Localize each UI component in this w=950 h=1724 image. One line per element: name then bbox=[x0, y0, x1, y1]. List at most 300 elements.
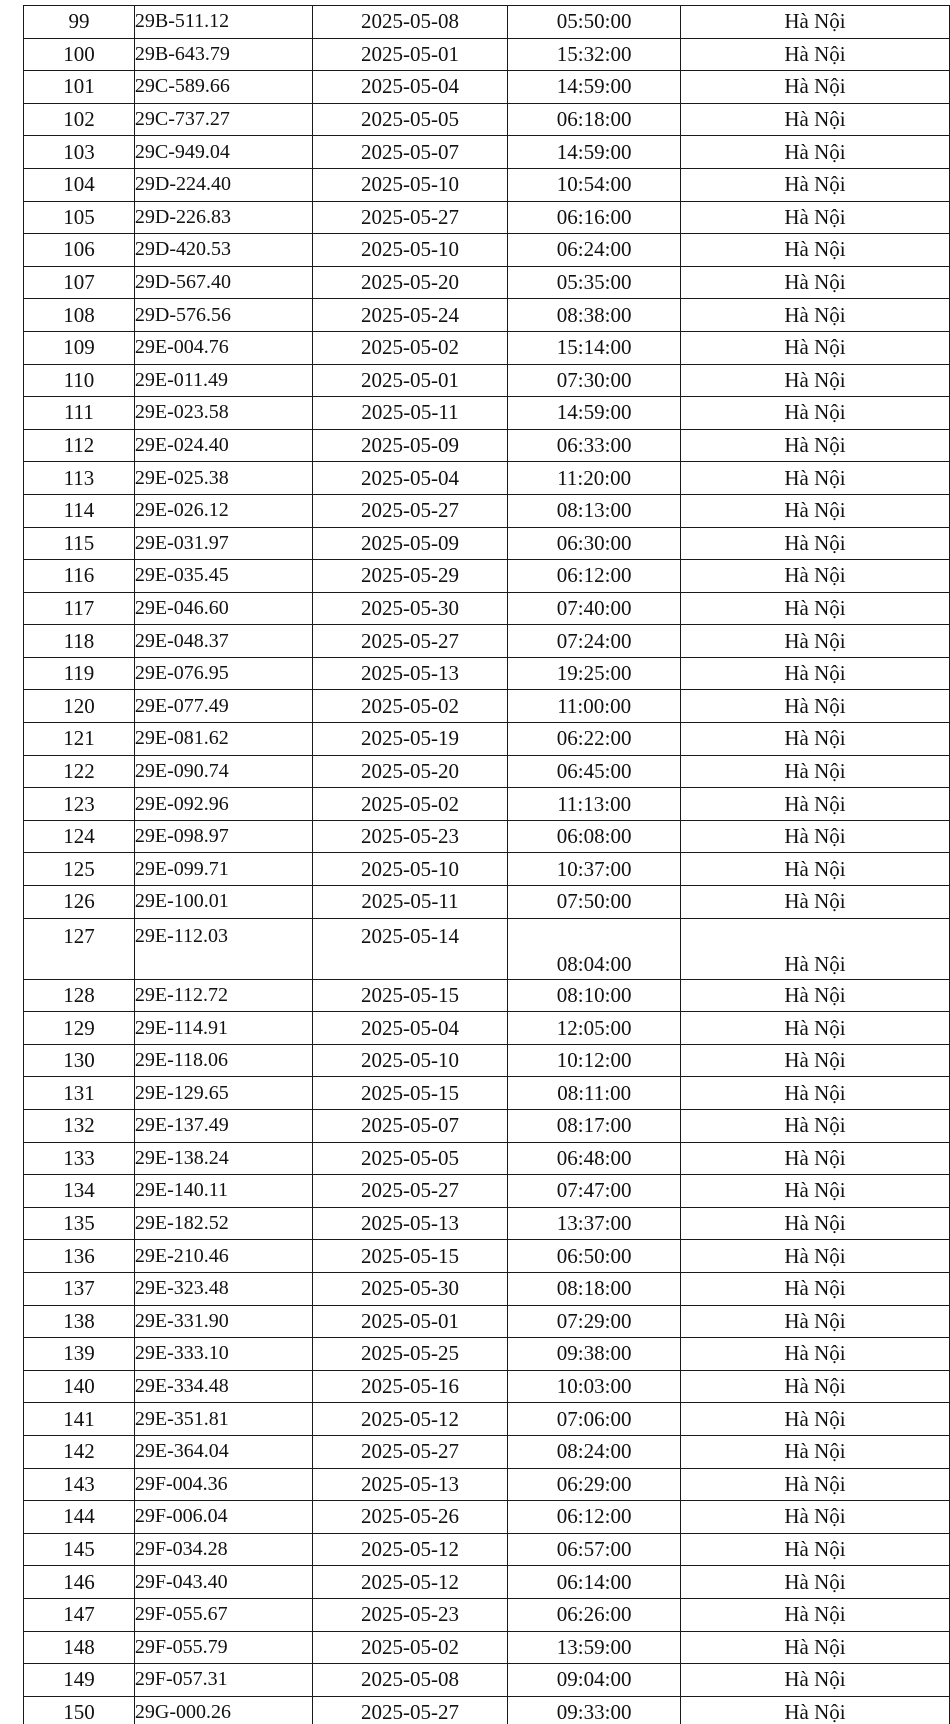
violation-time-cell: 06:30:00 bbox=[508, 527, 681, 560]
violation-date-cell: 2025-05-04 bbox=[312, 1012, 508, 1045]
table-row bbox=[24, 625, 950, 658]
violation-time-cell: 07:24:00 bbox=[508, 625, 681, 658]
table-row bbox=[24, 462, 950, 495]
location-cell: Hà Nội bbox=[680, 103, 949, 136]
violation-time-cell: 09:33:00 bbox=[508, 1696, 681, 1724]
location-cell: Hà Nội bbox=[680, 1012, 949, 1045]
violation-date-cell: 2025-05-14 bbox=[312, 918, 508, 979]
violation-date-cell: 2025-05-02 bbox=[312, 690, 508, 723]
license-plate-cell: 29E-129.65 bbox=[134, 1077, 312, 1110]
table-row bbox=[24, 560, 950, 593]
license-plate-cell: 29E-011.49 bbox=[134, 364, 312, 397]
table-row bbox=[24, 1077, 950, 1110]
table-row bbox=[24, 494, 950, 527]
violation-time-cell: 11:00:00 bbox=[508, 690, 681, 723]
violation-time-cell: 06:14:00 bbox=[508, 1566, 681, 1599]
row-number-cell: 142 bbox=[24, 1435, 135, 1468]
violation-date-cell: 2025-05-01 bbox=[312, 364, 508, 397]
row-number-cell: 124 bbox=[24, 820, 135, 853]
row-number-cell: 128 bbox=[24, 979, 135, 1012]
violation-time-cell: 15:14:00 bbox=[508, 331, 681, 364]
license-plate-cell: 29D-420.53 bbox=[134, 234, 312, 267]
violation-date-cell: 2025-05-26 bbox=[312, 1501, 508, 1534]
table-row bbox=[24, 1142, 950, 1175]
location-cell: Hà Nội bbox=[680, 331, 949, 364]
location-cell: Hà Nội bbox=[680, 1240, 949, 1273]
license-plate-cell: 29F-034.28 bbox=[134, 1533, 312, 1566]
license-plate-cell: 29D-226.83 bbox=[134, 201, 312, 234]
violation-date-cell: 2025-05-30 bbox=[312, 1272, 508, 1305]
violation-date-cell: 2025-05-01 bbox=[312, 38, 508, 71]
violation-time-cell: 07:06:00 bbox=[508, 1403, 681, 1436]
violation-time-cell: 06:12:00 bbox=[508, 560, 681, 593]
location-cell: Hà Nội bbox=[680, 266, 949, 299]
row-number-cell: 107 bbox=[24, 266, 135, 299]
violation-date-cell: 2025-05-04 bbox=[312, 71, 508, 104]
violation-date-cell: 2025-05-20 bbox=[312, 266, 508, 299]
location-cell: Hà Nội bbox=[680, 397, 949, 430]
violation-date-cell: 2025-05-13 bbox=[312, 657, 508, 690]
location-cell: Hà Nội bbox=[680, 592, 949, 625]
table-row bbox=[24, 690, 950, 723]
violation-date-cell: 2025-05-12 bbox=[312, 1533, 508, 1566]
license-plate-cell: 29E-026.12 bbox=[134, 494, 312, 527]
violation-date-cell: 2025-05-11 bbox=[312, 886, 508, 919]
row-number-cell: 100 bbox=[24, 38, 135, 71]
table-row bbox=[24, 397, 950, 430]
violation-time-cell: 06:16:00 bbox=[508, 201, 681, 234]
license-plate-cell: 29E-090.74 bbox=[134, 755, 312, 788]
table-row bbox=[24, 886, 950, 919]
license-plate-cell: 29E-351.81 bbox=[134, 1403, 312, 1436]
violation-time-cell: 08:38:00 bbox=[508, 299, 681, 332]
location-cell: Hà Nội bbox=[680, 1598, 949, 1631]
license-plate-cell: 29E-210.46 bbox=[134, 1240, 312, 1273]
violation-date-cell: 2025-05-27 bbox=[312, 1175, 508, 1208]
violation-date-cell: 2025-05-27 bbox=[312, 201, 508, 234]
row-number-cell: 118 bbox=[24, 625, 135, 658]
table-row bbox=[24, 1305, 950, 1338]
license-plate-cell: 29D-576.56 bbox=[134, 299, 312, 332]
license-plate-cell: 29B-511.12 bbox=[134, 6, 312, 39]
violation-date-cell: 2025-05-23 bbox=[312, 1598, 508, 1631]
license-plate-cell: 29F-006.04 bbox=[134, 1501, 312, 1534]
violation-time-cell: 06:24:00 bbox=[508, 234, 681, 267]
row-number-cell: 109 bbox=[24, 331, 135, 364]
location-cell: Hà Nội bbox=[680, 755, 949, 788]
violation-date-cell: 2025-05-02 bbox=[312, 788, 508, 821]
location-cell: Hà Nội bbox=[680, 71, 949, 104]
location-cell: Hà Nội bbox=[680, 918, 949, 979]
table-row bbox=[24, 168, 950, 201]
license-plate-cell: 29E-081.62 bbox=[134, 723, 312, 756]
location-cell: Hà Nội bbox=[680, 1207, 949, 1240]
violation-date-cell: 2025-05-29 bbox=[312, 560, 508, 593]
location-cell: Hà Nội bbox=[680, 38, 949, 71]
violation-date-cell: 2025-05-24 bbox=[312, 299, 508, 332]
row-number-cell: 134 bbox=[24, 1175, 135, 1208]
row-number-cell: 116 bbox=[24, 560, 135, 593]
violation-time-cell: 10:03:00 bbox=[508, 1370, 681, 1403]
location-cell: Hà Nội bbox=[680, 1110, 949, 1143]
location-cell: Hà Nội bbox=[680, 853, 949, 886]
row-number-cell: 125 bbox=[24, 853, 135, 886]
location-cell: Hà Nội bbox=[680, 788, 949, 821]
table-row bbox=[24, 429, 950, 462]
license-plate-cell: 29E-023.58 bbox=[134, 397, 312, 430]
row-number-cell: 104 bbox=[24, 168, 135, 201]
violation-date-cell: 2025-05-10 bbox=[312, 234, 508, 267]
violation-time-cell: 14:59:00 bbox=[508, 397, 681, 430]
violation-time-cell: 07:30:00 bbox=[508, 364, 681, 397]
location-cell: Hà Nội bbox=[680, 690, 949, 723]
table-row bbox=[24, 299, 950, 332]
row-number-cell: 123 bbox=[24, 788, 135, 821]
location-cell: Hà Nội bbox=[680, 1566, 949, 1599]
violation-time-cell: 07:29:00 bbox=[508, 1305, 681, 1338]
location-cell: Hà Nội bbox=[680, 886, 949, 919]
table-row bbox=[24, 1533, 950, 1566]
table-row bbox=[24, 1110, 950, 1143]
row-number-cell: 136 bbox=[24, 1240, 135, 1273]
row-number-cell: 143 bbox=[24, 1468, 135, 1501]
violation-date-cell: 2025-05-10 bbox=[312, 853, 508, 886]
violation-date-cell: 2025-05-27 bbox=[312, 1696, 508, 1724]
violation-date-cell: 2025-05-12 bbox=[312, 1403, 508, 1436]
license-plate-cell: 29C-737.27 bbox=[134, 103, 312, 136]
table-row bbox=[24, 331, 950, 364]
location-cell: Hà Nội bbox=[680, 1370, 949, 1403]
row-number-cell: 126 bbox=[24, 886, 135, 919]
location-cell: Hà Nội bbox=[680, 168, 949, 201]
location-cell: Hà Nội bbox=[680, 136, 949, 169]
license-plate-cell: 29E-331.90 bbox=[134, 1305, 312, 1338]
table-row bbox=[24, 657, 950, 690]
row-number-cell: 102 bbox=[24, 103, 135, 136]
table-row bbox=[24, 853, 950, 886]
license-plate-cell: 29F-055.79 bbox=[134, 1631, 312, 1664]
row-number-cell: 144 bbox=[24, 1501, 135, 1534]
violation-date-cell: 2025-05-01 bbox=[312, 1305, 508, 1338]
row-number-cell: 146 bbox=[24, 1566, 135, 1599]
license-plate-cell: 29E-035.45 bbox=[134, 560, 312, 593]
violation-date-cell: 2025-05-16 bbox=[312, 1370, 508, 1403]
violation-date-cell: 2025-05-08 bbox=[312, 6, 508, 39]
location-cell: Hà Nội bbox=[680, 234, 949, 267]
license-plate-cell: 29E-076.95 bbox=[134, 657, 312, 690]
violation-date-cell: 2025-05-11 bbox=[312, 397, 508, 430]
row-number-cell: 121 bbox=[24, 723, 135, 756]
location-cell: Hà Nội bbox=[680, 1435, 949, 1468]
location-cell: Hà Nội bbox=[680, 657, 949, 690]
license-plate-cell: 29D-224.40 bbox=[134, 168, 312, 201]
row-number-cell: 135 bbox=[24, 1207, 135, 1240]
violation-date-cell: 2025-05-13 bbox=[312, 1207, 508, 1240]
violation-date-cell: 2025-05-07 bbox=[312, 136, 508, 169]
violation-time-cell: 06:18:00 bbox=[508, 103, 681, 136]
location-cell: Hà Nội bbox=[680, 625, 949, 658]
violation-date-cell: 2025-05-05 bbox=[312, 103, 508, 136]
violation-date-cell: 2025-05-09 bbox=[312, 429, 508, 462]
violation-time-cell: 05:35:00 bbox=[508, 266, 681, 299]
row-number-cell: 105 bbox=[24, 201, 135, 234]
location-cell: Hà Nội bbox=[680, 1501, 949, 1534]
table-row bbox=[24, 1175, 950, 1208]
table-row bbox=[24, 1501, 950, 1534]
location-cell: Hà Nội bbox=[680, 364, 949, 397]
table-row bbox=[24, 1012, 950, 1045]
row-number-cell: 110 bbox=[24, 364, 135, 397]
violation-time-cell: 06:12:00 bbox=[508, 1501, 681, 1534]
table-row bbox=[24, 723, 950, 756]
license-plate-cell: 29E-024.40 bbox=[134, 429, 312, 462]
row-number-cell: 114 bbox=[24, 494, 135, 527]
violation-time-cell: 06:33:00 bbox=[508, 429, 681, 462]
license-plate-cell: 29E-025.38 bbox=[134, 462, 312, 495]
license-plate-cell: 29F-004.36 bbox=[134, 1468, 312, 1501]
violation-date-cell: 2025-05-10 bbox=[312, 1044, 508, 1077]
row-number-cell: 137 bbox=[24, 1272, 135, 1305]
license-plate-cell: 29D-567.40 bbox=[134, 266, 312, 299]
violation-date-cell: 2025-05-20 bbox=[312, 755, 508, 788]
license-plate-cell: 29E-140.11 bbox=[134, 1175, 312, 1208]
location-cell: Hà Nội bbox=[680, 1403, 949, 1436]
violation-time-cell: 10:54:00 bbox=[508, 168, 681, 201]
table-row bbox=[24, 1370, 950, 1403]
table-row bbox=[24, 755, 950, 788]
table-row bbox=[24, 1044, 950, 1077]
location-cell: Hà Nội bbox=[680, 429, 949, 462]
table-row bbox=[24, 266, 950, 299]
license-plate-cell: 29C-949.04 bbox=[134, 136, 312, 169]
location-cell: Hà Nội bbox=[680, 462, 949, 495]
violation-time-cell: 08:17:00 bbox=[508, 1110, 681, 1143]
table-row bbox=[24, 234, 950, 267]
table-row bbox=[24, 788, 950, 821]
license-plate-cell: 29E-364.04 bbox=[134, 1435, 312, 1468]
table-row bbox=[24, 364, 950, 397]
location-cell: Hà Nội bbox=[680, 299, 949, 332]
location-cell: Hà Nội bbox=[680, 1664, 949, 1697]
license-plate-cell: 29E-138.24 bbox=[134, 1142, 312, 1175]
violation-time-cell: 06:26:00 bbox=[508, 1598, 681, 1631]
location-cell: Hà Nội bbox=[680, 1468, 949, 1501]
license-plate-cell: 29E-112.72 bbox=[134, 979, 312, 1012]
table-row bbox=[24, 1338, 950, 1371]
row-number-cell: 140 bbox=[24, 1370, 135, 1403]
violation-time-cell: 09:38:00 bbox=[508, 1338, 681, 1371]
row-number-cell: 108 bbox=[24, 299, 135, 332]
row-number-cell: 115 bbox=[24, 527, 135, 560]
row-number-cell: 132 bbox=[24, 1110, 135, 1143]
violation-time-cell: 13:59:00 bbox=[508, 1631, 681, 1664]
violation-date-cell: 2025-05-05 bbox=[312, 1142, 508, 1175]
violation-date-cell: 2025-05-08 bbox=[312, 1664, 508, 1697]
row-number-cell: 141 bbox=[24, 1403, 135, 1436]
violation-date-cell: 2025-05-15 bbox=[312, 979, 508, 1012]
violation-date-cell: 2025-05-23 bbox=[312, 820, 508, 853]
license-plate-cell: 29E-092.96 bbox=[134, 788, 312, 821]
table-row bbox=[24, 918, 950, 979]
row-number-cell: 101 bbox=[24, 71, 135, 104]
location-cell: Hà Nội bbox=[680, 1631, 949, 1664]
table-row bbox=[24, 1435, 950, 1468]
table-row bbox=[24, 103, 950, 136]
violation-time-cell: 11:20:00 bbox=[508, 462, 681, 495]
violation-date-cell: 2025-05-07 bbox=[312, 1110, 508, 1143]
license-plate-cell: 29E-004.76 bbox=[134, 331, 312, 364]
location-cell: Hà Nội bbox=[680, 1175, 949, 1208]
location-cell: Hà Nội bbox=[680, 820, 949, 853]
violation-date-cell: 2025-05-27 bbox=[312, 625, 508, 658]
violation-time-cell: 15:32:00 bbox=[508, 38, 681, 71]
location-cell: Hà Nội bbox=[680, 1305, 949, 1338]
license-plate-cell: 29E-100.01 bbox=[134, 886, 312, 919]
table-row bbox=[24, 527, 950, 560]
violation-date-cell: 2025-05-09 bbox=[312, 527, 508, 560]
row-number-cell: 129 bbox=[24, 1012, 135, 1045]
table-row bbox=[24, 201, 950, 234]
row-number-cell: 117 bbox=[24, 592, 135, 625]
license-plate-cell: 29E-112.03 bbox=[134, 918, 312, 979]
table-row bbox=[24, 979, 950, 1012]
license-plate-cell: 29E-099.71 bbox=[134, 853, 312, 886]
table-row bbox=[24, 71, 950, 104]
row-number-cell: 120 bbox=[24, 690, 135, 723]
license-plate-cell: 29E-048.37 bbox=[134, 625, 312, 658]
location-cell: Hà Nội bbox=[680, 723, 949, 756]
row-number-cell: 145 bbox=[24, 1533, 135, 1566]
violation-date-cell: 2025-05-25 bbox=[312, 1338, 508, 1371]
violation-time-cell: 07:40:00 bbox=[508, 592, 681, 625]
violation-time-cell: 14:59:00 bbox=[508, 136, 681, 169]
location-cell: Hà Nội bbox=[680, 527, 949, 560]
violation-date-cell: 2025-05-12 bbox=[312, 1566, 508, 1599]
license-plate-cell: 29G-000.26 bbox=[134, 1696, 312, 1724]
row-number-cell: 138 bbox=[24, 1305, 135, 1338]
license-plate-cell: 29E-046.60 bbox=[134, 592, 312, 625]
violation-time-cell: 10:12:00 bbox=[508, 1044, 681, 1077]
violation-time-cell: 06:29:00 bbox=[508, 1468, 681, 1501]
license-plate-cell: 29E-333.10 bbox=[134, 1338, 312, 1371]
violation-time-cell: 08:18:00 bbox=[508, 1272, 681, 1305]
violation-time-cell: 14:59:00 bbox=[508, 71, 681, 104]
license-plate-cell: 29C-589.66 bbox=[134, 71, 312, 104]
location-cell: Hà Nội bbox=[680, 1338, 949, 1371]
license-plate-cell: 29E-098.97 bbox=[134, 820, 312, 853]
violation-time-cell: 06:22:00 bbox=[508, 723, 681, 756]
violation-date-cell: 2025-05-04 bbox=[312, 462, 508, 495]
row-number-cell: 113 bbox=[24, 462, 135, 495]
license-plate-cell: 29E-334.48 bbox=[134, 1370, 312, 1403]
violation-time-cell: 11:13:00 bbox=[508, 788, 681, 821]
violation-time-cell: 08:10:00 bbox=[508, 979, 681, 1012]
row-number-cell: 103 bbox=[24, 136, 135, 169]
license-plate-cell: 29F-055.67 bbox=[134, 1598, 312, 1631]
row-number-cell: 147 bbox=[24, 1598, 135, 1631]
violation-time-cell: 05:50:00 bbox=[508, 6, 681, 39]
license-plate-cell: 29E-182.52 bbox=[134, 1207, 312, 1240]
table-row bbox=[24, 1566, 950, 1599]
violation-table-body bbox=[24, 6, 950, 1724]
row-number-cell: 131 bbox=[24, 1077, 135, 1110]
violation-time-cell: 06:50:00 bbox=[508, 1240, 681, 1273]
row-number-cell: 130 bbox=[24, 1044, 135, 1077]
table-row bbox=[24, 38, 950, 71]
violation-time-cell: 08:11:00 bbox=[508, 1077, 681, 1110]
table-row bbox=[24, 1664, 950, 1697]
row-number-cell: 150 bbox=[24, 1696, 135, 1724]
violation-time-cell: 10:37:00 bbox=[508, 853, 681, 886]
violation-table bbox=[23, 5, 950, 1724]
row-number-cell: 112 bbox=[24, 429, 135, 462]
table-row bbox=[24, 1207, 950, 1240]
violation-date-cell: 2025-05-19 bbox=[312, 723, 508, 756]
license-plate-cell: 29E-137.49 bbox=[134, 1110, 312, 1143]
table-row bbox=[24, 1696, 950, 1724]
violation-time-cell: 13:37:00 bbox=[508, 1207, 681, 1240]
violation-time-cell: 07:50:00 bbox=[508, 886, 681, 919]
violation-date-cell: 2025-05-10 bbox=[312, 168, 508, 201]
location-cell: Hà Nội bbox=[680, 1533, 949, 1566]
row-number-cell: 133 bbox=[24, 1142, 135, 1175]
row-number-cell: 127 bbox=[24, 918, 135, 979]
license-plate-cell: 29E-077.49 bbox=[134, 690, 312, 723]
location-cell: Hà Nội bbox=[680, 6, 949, 39]
violation-date-cell: 2025-05-13 bbox=[312, 1468, 508, 1501]
row-number-cell: 148 bbox=[24, 1631, 135, 1664]
violation-date-cell: 2025-05-15 bbox=[312, 1240, 508, 1273]
violation-time-cell: 12:05:00 bbox=[508, 1012, 681, 1045]
table-row bbox=[24, 1240, 950, 1273]
license-plate-cell: 29E-031.97 bbox=[134, 527, 312, 560]
violation-time-cell: 06:48:00 bbox=[508, 1142, 681, 1175]
license-plate-cell: 29F-043.40 bbox=[134, 1566, 312, 1599]
violation-time-cell: 09:04:00 bbox=[508, 1664, 681, 1697]
violation-date-cell: 2025-05-27 bbox=[312, 1435, 508, 1468]
location-cell: Hà Nội bbox=[680, 1077, 949, 1110]
row-number-cell: 149 bbox=[24, 1664, 135, 1697]
license-plate-cell: 29B-643.79 bbox=[134, 38, 312, 71]
violation-time-cell: 08:24:00 bbox=[508, 1435, 681, 1468]
license-plate-cell: 29E-323.48 bbox=[134, 1272, 312, 1305]
location-cell: Hà Nội bbox=[680, 1044, 949, 1077]
violation-date-cell: 2025-05-02 bbox=[312, 1631, 508, 1664]
violation-time-cell: 08:13:00 bbox=[508, 494, 681, 527]
violation-time-cell: 07:47:00 bbox=[508, 1175, 681, 1208]
violation-time-cell: 19:25:00 bbox=[508, 657, 681, 690]
table-row bbox=[24, 592, 950, 625]
license-plate-cell: 29E-118.06 bbox=[134, 1044, 312, 1077]
table-row bbox=[24, 820, 950, 853]
location-cell: Hà Nội bbox=[680, 1272, 949, 1305]
violation-date-cell: 2025-05-15 bbox=[312, 1077, 508, 1110]
row-number-cell: 99 bbox=[24, 6, 135, 39]
violation-date-cell: 2025-05-27 bbox=[312, 494, 508, 527]
location-cell: Hà Nội bbox=[680, 1142, 949, 1175]
license-plate-cell: 29E-114.91 bbox=[134, 1012, 312, 1045]
row-number-cell: 139 bbox=[24, 1338, 135, 1371]
violation-date-cell: 2025-05-02 bbox=[312, 331, 508, 364]
location-cell: Hà Nội bbox=[680, 494, 949, 527]
row-number-cell: 106 bbox=[24, 234, 135, 267]
row-number-cell: 119 bbox=[24, 657, 135, 690]
location-cell: Hà Nội bbox=[680, 201, 949, 234]
table-row bbox=[24, 1598, 950, 1631]
row-number-cell: 111 bbox=[24, 397, 135, 430]
table-row bbox=[24, 6, 950, 39]
location-cell: Hà Nội bbox=[680, 979, 949, 1012]
